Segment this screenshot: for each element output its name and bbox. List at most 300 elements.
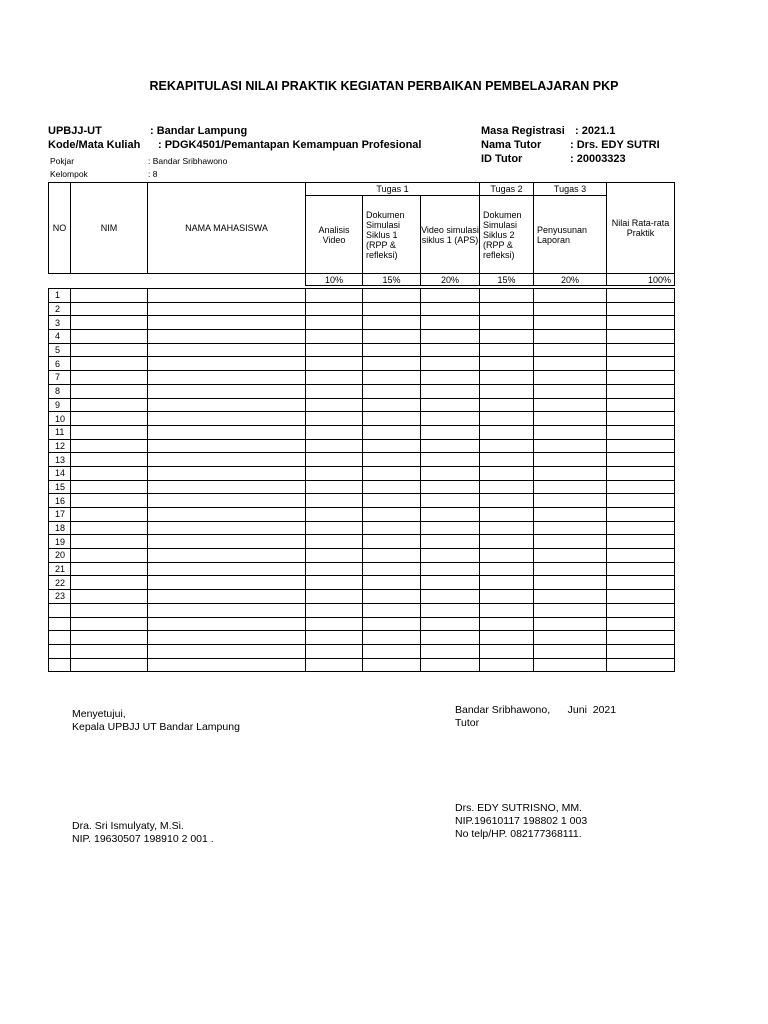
penyusunan-cell: [534, 412, 607, 426]
dokumen-siklus2-cell: [480, 562, 534, 576]
pokjar-value: : Bandar Sribhawono: [148, 156, 228, 166]
analisis-cell: [306, 371, 363, 385]
row-number: 1: [49, 289, 71, 303]
analisis-cell: [306, 549, 363, 563]
dokumen-siklus1-cell: [363, 371, 421, 385]
approver-name: Dra. Sri Ismulyaty, M.Si.: [72, 820, 184, 832]
row-number: 8: [49, 384, 71, 398]
dokumen-siklus1-cell: [363, 357, 421, 371]
nilai-cell: [607, 590, 675, 604]
video-siklus1-cell: [421, 425, 480, 439]
nilai-cell: [607, 576, 675, 590]
col-header-penyusunan: Penyusunan Laporan: [534, 196, 607, 274]
row-number: 9: [49, 398, 71, 412]
table-row: [49, 425, 675, 439]
penyusunan-cell: [534, 617, 607, 631]
table-row: [49, 453, 675, 467]
analisis-cell: [306, 316, 363, 330]
table-row: [49, 576, 675, 590]
nilai-cell: [607, 603, 675, 617]
nama-cell: [148, 521, 306, 535]
nilai-cell: [607, 562, 675, 576]
analisis-cell: [306, 658, 363, 672]
dokumen-siklus1-cell: [363, 562, 421, 576]
penyusunan-cell: [534, 480, 607, 494]
dokumen-siklus1-cell: [363, 508, 421, 522]
nilai-cell: [607, 343, 675, 357]
nama-cell: [148, 466, 306, 480]
penyusunan-cell: [534, 658, 607, 672]
dokumen-siklus1-cell: [363, 658, 421, 672]
nim-cell: [71, 549, 148, 563]
score-table: [48, 182, 675, 672]
dokumen-siklus2-cell: [480, 480, 534, 494]
analisis-cell: [306, 644, 363, 658]
dokumen-siklus2-cell: [480, 398, 534, 412]
nim-cell: [71, 576, 148, 590]
nilai-cell: [607, 521, 675, 535]
dokumen-siklus1-cell: [363, 330, 421, 344]
nilai-cell: [607, 535, 675, 549]
nama-cell: [148, 398, 306, 412]
row-number: 18: [49, 521, 71, 535]
dokumen-siklus2-cell: [480, 466, 534, 480]
nama-cell: [148, 357, 306, 371]
nama-cell: [148, 343, 306, 357]
kelompok-value: : 8: [148, 169, 158, 179]
row-number: 14: [49, 466, 71, 480]
analisis-cell: [306, 439, 363, 453]
analisis-cell: [306, 535, 363, 549]
analisis-cell: [306, 289, 363, 303]
row-number: 17: [49, 508, 71, 522]
table-row: [49, 603, 675, 617]
penyusunan-cell: [534, 562, 607, 576]
nama-cell: [148, 562, 306, 576]
penyusunan-cell: [534, 330, 607, 344]
upbjj-value: : Bandar Lampung: [150, 125, 248, 137]
penyusunan-cell: [534, 590, 607, 604]
tutor-role: Tutor: [455, 717, 480, 729]
tutor-label: Nama Tutor: [481, 139, 542, 151]
nilai-cell: [607, 425, 675, 439]
dokumen-siklus2-cell: [480, 425, 534, 439]
dokumen-siklus2-cell: [480, 453, 534, 467]
nama-cell: [148, 603, 306, 617]
penyusunan-cell: [534, 302, 607, 316]
row-number: [49, 658, 71, 672]
penyusunan-cell: [534, 644, 607, 658]
col-header-analisis: Analisis Video: [306, 196, 363, 274]
analisis-cell: [306, 357, 363, 371]
table-row: [49, 412, 675, 426]
dokumen-siklus1-cell: [363, 439, 421, 453]
dokumen-siklus2-cell: [480, 439, 534, 453]
nama-cell: [148, 590, 306, 604]
approval-label: Menyetujui,: [72, 708, 126, 720]
table-row: [49, 466, 675, 480]
tutor-value: : Drs. EDY SUTRI: [570, 139, 660, 151]
weight-dokumen-siklus1: 15%: [363, 274, 421, 286]
nilai-cell: [607, 302, 675, 316]
dokumen-siklus1-cell: [363, 453, 421, 467]
nama-cell: [148, 508, 306, 522]
table-row: [49, 562, 675, 576]
dokumen-siklus1-cell: [363, 343, 421, 357]
dokumen-siklus2-cell: [480, 371, 534, 385]
nim-cell: [71, 521, 148, 535]
table-row: [49, 343, 675, 357]
table-row: [49, 439, 675, 453]
penyusunan-cell: [534, 289, 607, 303]
nim-cell: [71, 631, 148, 645]
nilai-cell: [607, 371, 675, 385]
video-siklus1-cell: [421, 398, 480, 412]
dokumen-siklus1-cell: [363, 289, 421, 303]
group-header-tugas3: Tugas 3: [534, 183, 607, 196]
dokumen-siklus1-cell: [363, 603, 421, 617]
nim-cell: [71, 371, 148, 385]
page-title: REKAPITULASI NILAI PRAKTIK KEGIATAN PERBAIKAN PEMBELAJARAN PKP: [149, 79, 619, 93]
analisis-cell: [306, 617, 363, 631]
analisis-cell: [306, 343, 363, 357]
approval-role: Kepala UPBJJ UT Bandar Lampung: [72, 721, 240, 733]
nim-cell: [71, 494, 148, 508]
penyusunan-cell: [534, 494, 607, 508]
table-row: [49, 535, 675, 549]
dokumen-siklus1-cell: [363, 590, 421, 604]
dokumen-siklus2-cell: [480, 521, 534, 535]
penyusunan-cell: [534, 384, 607, 398]
nilai-cell: [607, 412, 675, 426]
analisis-cell: [306, 466, 363, 480]
nim-cell: [71, 425, 148, 439]
nim-cell: [71, 343, 148, 357]
table-row: [49, 316, 675, 330]
video-siklus1-cell: [421, 576, 480, 590]
dokumen-siklus1-cell: [363, 549, 421, 563]
nilai-cell: [607, 316, 675, 330]
table-row: [49, 631, 675, 645]
analisis-cell: [306, 508, 363, 522]
table-row: [49, 494, 675, 508]
nama-cell: [148, 494, 306, 508]
analisis-cell: [306, 562, 363, 576]
dokumen-siklus2-cell: [480, 412, 534, 426]
penyusunan-cell: [534, 521, 607, 535]
row-number: 4: [49, 330, 71, 344]
penyusunan-cell: [534, 343, 607, 357]
kode-label: Kode/Mata Kuliah: [48, 139, 141, 151]
tutor-name: Drs. EDY SUTRISNO, MM.: [455, 802, 582, 814]
nilai-cell: [607, 658, 675, 672]
masa-label: Masa Registrasi: [481, 125, 565, 137]
analisis-cell: [306, 494, 363, 508]
nama-cell: [148, 644, 306, 658]
dokumen-siklus2-cell: [480, 617, 534, 631]
nim-cell: [71, 466, 148, 480]
id-tutor-label: ID Tutor: [481, 153, 523, 165]
dokumen-siklus1-cell: [363, 480, 421, 494]
nilai-cell: [607, 330, 675, 344]
dokumen-siklus1-cell: [363, 631, 421, 645]
col-header-nama: NAMA MAHASISWA: [148, 183, 306, 274]
table-row: [49, 658, 675, 672]
nim-cell: [71, 412, 148, 426]
nama-cell: [148, 384, 306, 398]
dokumen-siklus2-cell: [480, 289, 534, 303]
penyusunan-cell: [534, 439, 607, 453]
nim-cell: [71, 535, 148, 549]
analisis-cell: [306, 384, 363, 398]
dokumen-siklus2-cell: [480, 603, 534, 617]
row-number: 6: [49, 357, 71, 371]
analisis-cell: [306, 302, 363, 316]
nama-cell: [148, 425, 306, 439]
video-siklus1-cell: [421, 343, 480, 357]
col-header-no: NO: [49, 183, 71, 274]
nilai-cell: [607, 508, 675, 522]
row-number: 15: [49, 480, 71, 494]
dokumen-siklus2-cell: [480, 508, 534, 522]
row-number: 23: [49, 590, 71, 604]
video-siklus1-cell: [421, 521, 480, 535]
analisis-cell: [306, 330, 363, 344]
dokumen-siklus2-cell: [480, 644, 534, 658]
video-siklus1-cell: [421, 535, 480, 549]
row-number: 12: [49, 439, 71, 453]
dokumen-siklus2-cell: [480, 631, 534, 645]
analisis-cell: [306, 576, 363, 590]
video-siklus1-cell: [421, 330, 480, 344]
dokumen-siklus2-cell: [480, 302, 534, 316]
penyusunan-cell: [534, 508, 607, 522]
dokumen-siklus2-cell: [480, 658, 534, 672]
nama-cell: [148, 535, 306, 549]
row-number: 2: [49, 302, 71, 316]
id-tutor-value: : 20003323: [570, 153, 626, 165]
dokumen-siklus1-cell: [363, 617, 421, 631]
video-siklus1-cell: [421, 658, 480, 672]
nim-cell: [71, 398, 148, 412]
nama-cell: [148, 316, 306, 330]
group-header-tugas2: Tugas 2: [480, 183, 534, 196]
dokumen-siklus1-cell: [363, 316, 421, 330]
penyusunan-cell: [534, 535, 607, 549]
video-siklus1-cell: [421, 549, 480, 563]
nilai-cell: [607, 494, 675, 508]
row-number: 13: [49, 453, 71, 467]
penyusunan-cell: [534, 466, 607, 480]
col-header-nim: NIM: [71, 183, 148, 274]
video-siklus1-cell: [421, 631, 480, 645]
nama-cell: [148, 480, 306, 494]
video-siklus1-cell: [421, 508, 480, 522]
dokumen-siklus2-cell: [480, 343, 534, 357]
nilai-cell: [607, 480, 675, 494]
penyusunan-cell: [534, 357, 607, 371]
video-siklus1-cell: [421, 453, 480, 467]
row-number: [49, 631, 71, 645]
dokumen-siklus1-cell: [363, 535, 421, 549]
row-number: [49, 617, 71, 631]
video-siklus1-cell: [421, 412, 480, 426]
place-date: Bandar Sribhawono, Juni 2021: [455, 704, 617, 716]
dokumen-siklus1-cell: [363, 494, 421, 508]
table-row: [49, 521, 675, 535]
table-row: [49, 398, 675, 412]
weight-dokumen-siklus2: 15%: [480, 274, 534, 286]
analisis-cell: [306, 521, 363, 535]
nim-cell: [71, 617, 148, 631]
weight-analisis: 10%: [306, 274, 363, 286]
table-row: [49, 590, 675, 604]
nilai-cell: [607, 357, 675, 371]
table-row: [49, 549, 675, 563]
dokumen-siklus2-cell: [480, 357, 534, 371]
dokumen-siklus1-cell: [363, 521, 421, 535]
nilai-cell: [607, 549, 675, 563]
tutor-phone: No telp/HP. 082177368111.: [455, 828, 582, 840]
penyusunan-cell: [534, 453, 607, 467]
table-row: [49, 371, 675, 385]
analisis-cell: [306, 453, 363, 467]
dokumen-siklus2-cell: [480, 494, 534, 508]
row-number: 16: [49, 494, 71, 508]
nim-cell: [71, 439, 148, 453]
kode-value: : PDGK4501/Pemantapan Kemampuan Profesional: [158, 139, 422, 151]
nilai-cell: [607, 398, 675, 412]
nim-cell: [71, 644, 148, 658]
row-number: 3: [49, 316, 71, 330]
analisis-cell: [306, 398, 363, 412]
dokumen-siklus1-cell: [363, 384, 421, 398]
analisis-cell: [306, 480, 363, 494]
nilai-cell: [607, 384, 675, 398]
table-row: [49, 357, 675, 371]
nama-cell: [148, 302, 306, 316]
dokumen-siklus2-cell: [480, 590, 534, 604]
row-number: 7: [49, 371, 71, 385]
col-header-dokumen-siklus2: Dokumen Simulasi Siklus 2 (RPP & refleksi): [480, 196, 534, 274]
video-siklus1-cell: [421, 562, 480, 576]
video-siklus1-cell: [421, 357, 480, 371]
table-row: [49, 480, 675, 494]
dokumen-siklus2-cell: [480, 384, 534, 398]
nama-cell: [148, 549, 306, 563]
nilai-cell: [607, 439, 675, 453]
nim-cell: [71, 508, 148, 522]
row-number: [49, 603, 71, 617]
tutor-nip: NIP.19610117 198802 1 003: [455, 815, 588, 827]
dokumen-siklus1-cell: [363, 466, 421, 480]
nama-cell: [148, 453, 306, 467]
nim-cell: [71, 562, 148, 576]
row-number: 22: [49, 576, 71, 590]
analisis-cell: [306, 631, 363, 645]
video-siklus1-cell: [421, 439, 480, 453]
nim-cell: [71, 480, 148, 494]
nim-cell: [71, 302, 148, 316]
nilai-cell: [607, 631, 675, 645]
nim-cell: [71, 330, 148, 344]
nilai-cell: [607, 289, 675, 303]
nama-cell: [148, 576, 306, 590]
nim-cell: [71, 590, 148, 604]
col-header-video-siklus1: Video simulasi siklus 1 (APS): [421, 196, 480, 274]
dokumen-siklus1-cell: [363, 576, 421, 590]
video-siklus1-cell: [421, 617, 480, 631]
table-row: [49, 302, 675, 316]
pokjar-label: Pokjar: [50, 156, 75, 166]
video-siklus1-cell: [421, 316, 480, 330]
table-row: [49, 330, 675, 344]
video-siklus1-cell: [421, 603, 480, 617]
table-row: [49, 289, 675, 303]
dokumen-siklus2-cell: [480, 549, 534, 563]
penyusunan-cell: [534, 576, 607, 590]
nim-cell: [71, 603, 148, 617]
video-siklus1-cell: [421, 644, 480, 658]
nama-cell: [148, 289, 306, 303]
penyusunan-cell: [534, 603, 607, 617]
row-number: 19: [49, 535, 71, 549]
nama-cell: [148, 439, 306, 453]
nilai-cell: [607, 453, 675, 467]
row-number: 21: [49, 562, 71, 576]
analisis-cell: [306, 590, 363, 604]
row-number: 20: [49, 549, 71, 563]
nilai-cell: [607, 644, 675, 658]
penyusunan-cell: [534, 371, 607, 385]
video-siklus1-cell: [421, 384, 480, 398]
video-siklus1-cell: [421, 480, 480, 494]
masa-value: : 2021.1: [575, 125, 616, 137]
row-number: [49, 644, 71, 658]
weight-nilai: 100%: [607, 274, 675, 286]
penyusunan-cell: [534, 425, 607, 439]
dokumen-siklus1-cell: [363, 412, 421, 426]
nim-cell: [71, 453, 148, 467]
nilai-cell: [607, 466, 675, 480]
upbjj-label: UPBJJ-UT: [48, 125, 102, 137]
nama-cell: [148, 330, 306, 344]
approver-nip: NIP. 19630507 198910 2 001 .: [72, 833, 214, 845]
dokumen-siklus2-cell: [480, 330, 534, 344]
table-row: [49, 617, 675, 631]
nim-cell: [71, 357, 148, 371]
dokumen-siklus1-cell: [363, 398, 421, 412]
analisis-cell: [306, 412, 363, 426]
row-number: 10: [49, 412, 71, 426]
video-siklus1-cell: [421, 302, 480, 316]
nama-cell: [148, 412, 306, 426]
row-number: 11: [49, 425, 71, 439]
table-row: [49, 384, 675, 398]
group-header-tugas1: Tugas 1: [306, 183, 480, 196]
dokumen-siklus2-cell: [480, 316, 534, 330]
dokumen-siklus1-cell: [363, 644, 421, 658]
penyusunan-cell: [534, 398, 607, 412]
nim-cell: [71, 289, 148, 303]
nama-cell: [148, 631, 306, 645]
weight-penyusunan: 20%: [534, 274, 607, 286]
nim-cell: [71, 316, 148, 330]
nama-cell: [148, 371, 306, 385]
video-siklus1-cell: [421, 590, 480, 604]
analisis-cell: [306, 603, 363, 617]
nama-cell: [148, 617, 306, 631]
